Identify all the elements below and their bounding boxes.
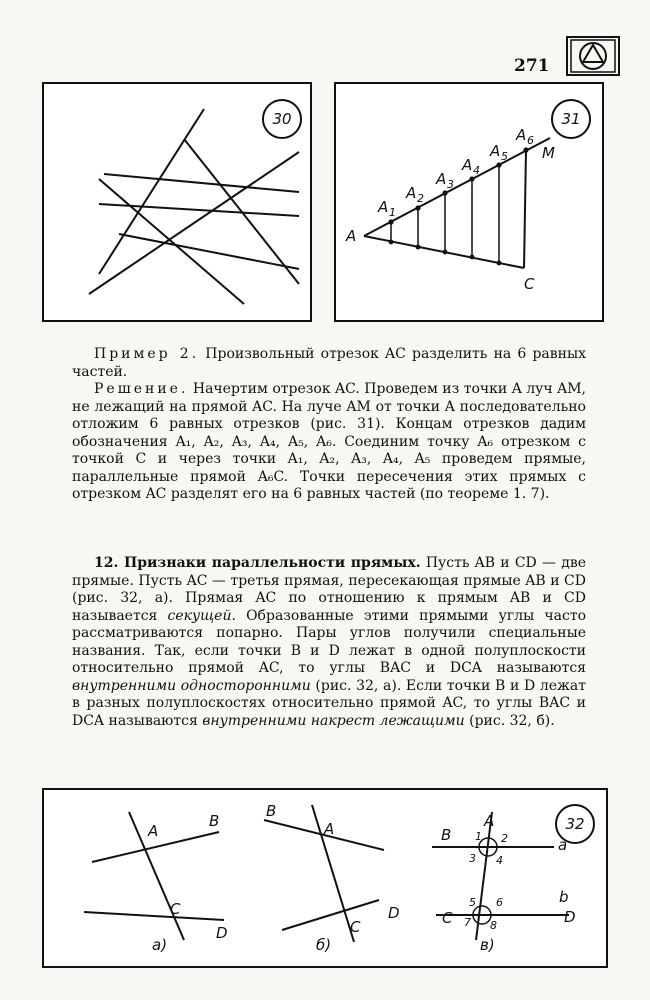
- panel-c-angle-3: 3: [469, 852, 476, 865]
- panel-c-angle-6: 6: [496, 896, 503, 909]
- point-label-A4: A: [462, 156, 473, 174]
- publisher-logo-icon: [566, 36, 620, 76]
- point-label-A4-sub: 4: [473, 164, 480, 177]
- figure-30-number: 30: [272, 110, 292, 128]
- point-label-M: M: [542, 144, 555, 162]
- example-2-solution-lead: Решение.: [94, 381, 189, 397]
- figure-30-lines: [44, 84, 314, 324]
- point-label-A6-sub: 6: [527, 134, 534, 147]
- panel-c-label-B: B: [441, 826, 452, 844]
- panel-a-caption: а): [152, 936, 168, 954]
- figure-32-number: 32: [565, 815, 585, 833]
- point-label-A3-sub: 3: [447, 178, 454, 191]
- example-2-solution: [72, 381, 586, 504]
- section-12-text-4: (рис. 32, б).: [469, 712, 555, 729]
- panel-c-caption: в): [480, 936, 495, 954]
- panel-b-label-D: D: [388, 904, 400, 922]
- section-12-text-3: (рис. 32, а). Если точки B и D лежат в разных полуплоскостях относительно прямой AC, то углы BAC и DCA называются: [72, 677, 586, 729]
- panel-c-label-A: A: [484, 812, 495, 830]
- panel-a-label-C: C: [170, 900, 181, 918]
- point-label-A2: A: [406, 184, 417, 202]
- example-2-statement: [72, 346, 586, 381]
- figure-32-diagrams: [44, 790, 610, 970]
- panel-c-angle-8: 8: [490, 919, 497, 932]
- section-12: [72, 555, 586, 730]
- point-label-A5-sub: 5: [501, 150, 508, 163]
- example-2-statement-text: Произвольный отрезок AC разделить на 6 равных частей.: [72, 346, 586, 380]
- point-label-A1-sub: 1: [389, 206, 396, 219]
- panel-b-label-A: A: [324, 820, 335, 838]
- figure-31-number: 31: [561, 110, 581, 128]
- term-interior-same-side: внутренними односторонними: [72, 677, 311, 694]
- point-label-C: C: [524, 275, 535, 293]
- section-12-text-2: . Образованные этими прямыми углы часто рассматриваются попарно. Пары углов получили специальные названия. Так, если точки B и D лежат в одной полуплоскости относительно прямой AC, то углы BAC и DCA называются: [72, 607, 587, 676]
- panel-c-label-a: a: [558, 836, 568, 854]
- panel-b-label-C: C: [350, 918, 361, 936]
- panel-c-angle-1: 1: [475, 830, 482, 843]
- example-2-solution-text: Начертим отрезок AC. Проведем из точки A луч AM, не лежащий на прямой AC. На луче AM от точки A последовательно отложим 6 равных отрезков (рис. 31). Концам отрезков дадим обозначения A₁, A₂, A₃, A₄, A₅, A₆. Соединим точку A₆ отрезком с точкой C и через точки A₁, A₂, A₃, A₄, A₅ проведем прямые, параллельные прямой A₆C. Точки пересечения этих прямых с отрезком AC разделят его на 6 равных частей (по теореме 1. 7).: [72, 381, 586, 502]
- figure-32: [42, 788, 608, 968]
- panel-c-label-b: b: [559, 888, 569, 906]
- panel-a-label-A: A: [148, 822, 159, 840]
- panel-c-label-C: C: [442, 909, 453, 927]
- figure-31: [334, 82, 604, 322]
- point-label-A3: A: [436, 170, 447, 188]
- point-label-A2-sub: 2: [417, 192, 424, 205]
- figure-32-panel-b: [264, 802, 400, 954]
- section-12-paragraph: [72, 555, 586, 730]
- term-secant: секущей: [167, 607, 232, 624]
- panel-b-caption: б): [316, 936, 332, 954]
- figure-30: [42, 82, 312, 322]
- example-2-lead: Пример 2.: [94, 346, 200, 362]
- example-2: [72, 346, 586, 504]
- figure-31-construction: [336, 84, 606, 324]
- point-label-A: A: [346, 227, 357, 245]
- section-12-title: 12. Признаки параллельности прямых.: [94, 555, 421, 571]
- figure-32-panel-a: [84, 812, 228, 954]
- point-label-A5: A: [490, 142, 501, 160]
- term-interior-alternate: внутренними накрест лежащими: [202, 712, 465, 729]
- panel-c-angle-7: 7: [464, 916, 471, 929]
- panel-a-label-D: D: [216, 924, 228, 942]
- panel-c-angle-5: 5: [469, 896, 476, 909]
- point-label-A1: A: [378, 198, 389, 216]
- panel-c-angle-2: 2: [501, 832, 508, 845]
- figure-32-panel-c: [432, 812, 576, 954]
- panel-c-angle-4: 4: [496, 854, 503, 867]
- page-number: 271: [514, 56, 550, 76]
- panel-b-label-B: B: [266, 802, 277, 820]
- section-12-text-1: Пусть AB и CD — две прямые. Пусть AC — третья прямая, пересекающая прямые AB и CD (рис. 32, а). Прямая AC по отношению к прямым AB и CD называется: [72, 555, 586, 624]
- panel-a-label-B: B: [209, 812, 220, 830]
- point-label-A6: A: [516, 126, 527, 144]
- panel-c-label-D: D: [564, 908, 576, 926]
